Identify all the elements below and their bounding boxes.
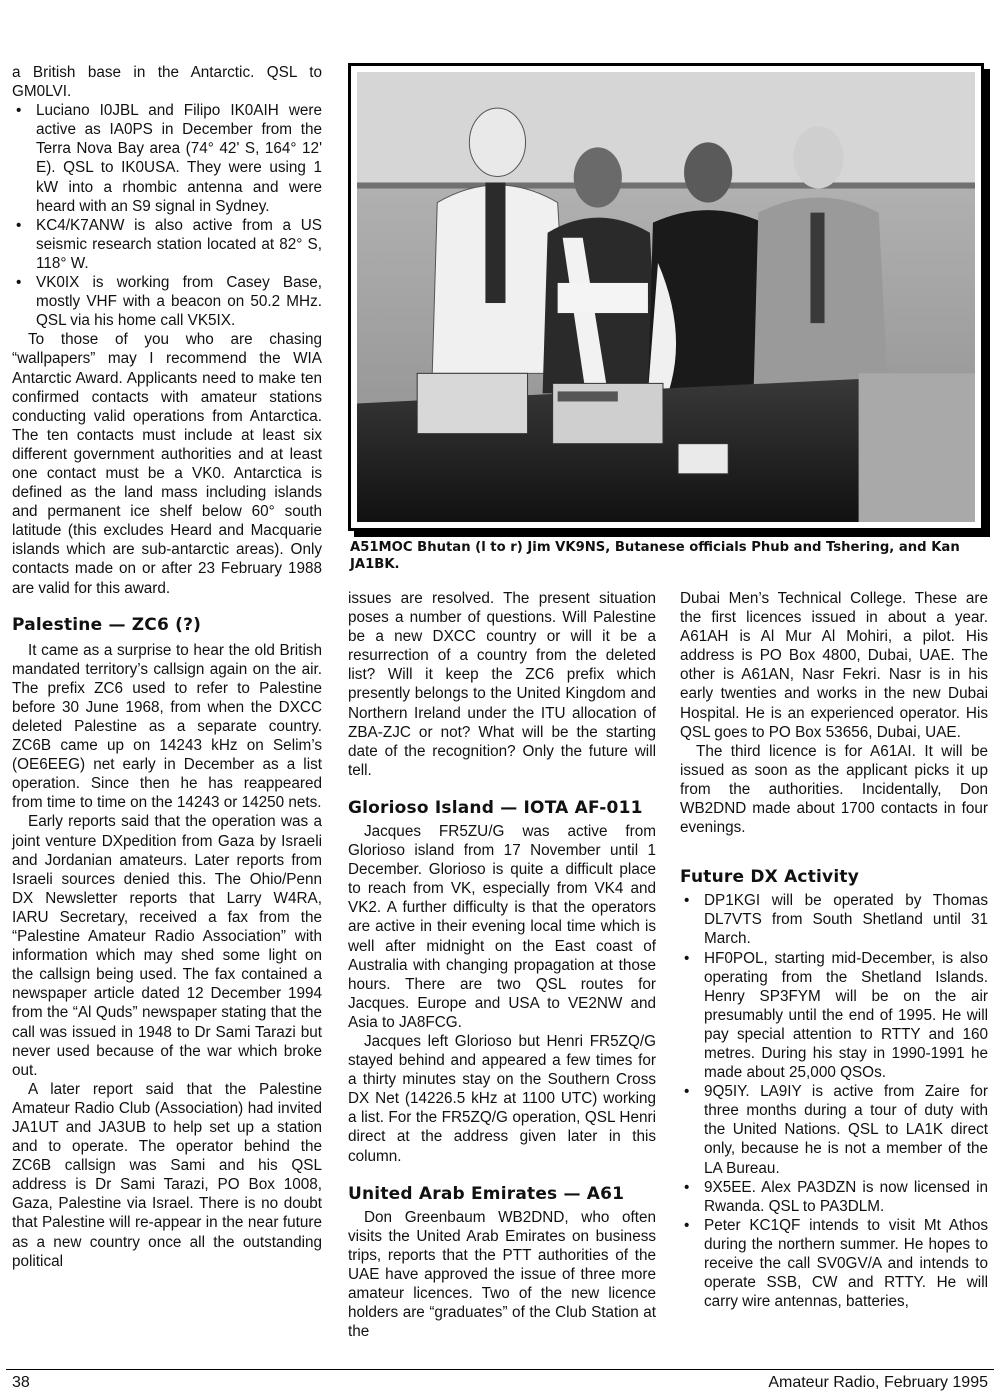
- list-item: • HF0POL, starting mid-December, is also operating from the Shetland Islands. Henry SP3FYM will be on the air presumably until the end of 1995. He will pay special attention to RTTY and 160 metres. During his stay in 1990-1991 he made about 25,000 QSOs.: [680, 949, 988, 1083]
- footer-rule: [6, 1369, 994, 1370]
- list-item: • 9Q5IY. LA9IY is active from Zaire for three months during a tour of duty with the United Nations. QSL to LA1K direct only, because he is not a member of the LA Bureau.: [680, 1082, 988, 1177]
- list-item: • Luciano I0JBL and Filipo IK0AIH were active as IA0PS in December from the Terra Nova Bay area (74° 42' S, 164° 12' E). QSL to IK0USA. They were using 1 kW into a rhombic antenna and were heard with an S9 signal in Sydney.: [12, 101, 322, 216]
- column-1: [12, 63, 322, 1271]
- page-number: 38: [12, 1374, 30, 1391]
- list-item: • Peter KC1QF intends to visit Mt Athos during the northern summer. He hopes to receive the call SV0GV/A and intends to operate SSB, CW and RTTY. He will carry wire antennas, batteries,: [680, 1216, 988, 1311]
- list-item: • KC4/K7ANW is also active from a US seismic research station located at 82° S, 118° W.: [12, 216, 322, 273]
- palestine-paragraph-2: Early reports said that the operation was a joint venture DXpedition from Gaza by Israeli and Jordanian amateurs. Later reports from Israeli sources denied this. The Ohio/Penn DX Newsletter reports that Larry W4RA, IARU Secretary, received a fax from the “Palestine Amateur Radio Association” with information which may shed some light on the callsign being used. The fax contained a newspaper article dated 12 December 1994 from the “Al Quds” newspaper stating that the call was issued in 1948 to Dr Sami Tarazi but never used because of the war which broke out.: [12, 813, 322, 1079]
- column-2: [348, 589, 656, 1341]
- uae-paragraph-2: The third licence is for A61AI. It will be issued as soon as the applicant picks it up from the authorities. Incidentally, Don WB2DND made about 1700 contacts in four evenings.: [680, 742, 988, 837]
- glorioso-paragraph-1: Jacques FR5ZU/G was active from Glorioso island from 17 November until 1 December. Glorioso is quite a difficult place to reach from VK, especially from VK4 and VK2. A further difficulty is that the operators are active in their evening local time which is well after midnight on the East coast of Australia with changing propagation at those hours. There are two QSL routes for Jacques. Europe and USA to VE2NW and Asia to JA8FCG.: [348, 822, 656, 1031]
- list-item: • DP1KGI will be operated by Thomas DL7VTS from South Shetland until 31 March.: [680, 891, 988, 948]
- uae-continuation: Dubai Men’s Technical College. These are the first licences issued in about a year. A61AH is Al Mur Al Mohiri, a pilot. His address is PO Box 4800, Dubai, UAE. The other is A61AN, Nasr Fekri. Nasr is in his early twenties and works in the new Dubai Hospital. He is an experienced operator. His QSL goes to PO Box 53656, Dubai, UAE.: [680, 590, 988, 741]
- antarctic-intro-text: a British base in the Antarctic. QSL to GM0LVI.: [12, 64, 322, 101]
- glorioso-heading: Glorioso Island — IOTA AF-011: [348, 797, 643, 818]
- group-photo: [357, 72, 975, 522]
- journal-name: Amateur Radio, February 1995: [768, 1374, 988, 1391]
- palestine-continuation: issues are resolved. The present situation poses a number of questions. Will Palestine be a new DXCC country or will it be a resurrection of a country from the deleted list? Will it keep the ZC6 prefix which presently belongs to the United Kingdom and Northern Ireland under the ITU allocation of ZBA-ZJC or not? What will be the starting date of the recognition? Only the future will tell.: [348, 590, 656, 779]
- palestine-paragraph-3: A later report said that the Palestine Amateur Radio Club (Association) had invited JA1UT and JA3UB to help set up a station and to operate. The operator behind the ZC6B callsign was Sami and his QSL address is Dr Sami Tarazi, PO Box 1008, Gaza, Palestine via Israel. There is no doubt that Palestine will re-appear in the near future as a new country once all the outstanding political: [12, 1080, 322, 1270]
- antarctic-list: [12, 101, 322, 330]
- future-dx-heading: Future DX Activity: [680, 867, 859, 888]
- photo-illustration: [357, 72, 975, 522]
- uae-paragraph-1: Don Greenbaum WB2DND, who often visits the United Arab Emirates on business trips, reports that the PTT authorities of the UAE have approved the issue of three more amateur licences. Two of the new licence holders are “graduates” of the Club Station at the: [348, 1208, 656, 1341]
- palestine-heading: Palestine — ZC6 (?): [12, 614, 202, 635]
- column-3: [680, 589, 988, 1311]
- antarctic-award-paragraph: To those of you who are chasing “wallpapers” may I recommend the WIA Antarctic Award. Applicants need to make ten confirmed contacts with amateur stations conducting valid operations from Antarctica. The ten contacts must include at least six different government authorities and at least one contact must be a VK0. Antarctica is defined as the land mass including islands and permanent ice shelf below 60° south latitude (this excludes Heard and Macquarie islands which are sub-antarctic areas). Only contacts made on or after 23 February 1988 are valid for this award.: [12, 331, 322, 597]
- list-item: • 9X5EE. Alex PA3DZN is now licensed in Rwanda. QSL to PA3DLM.: [680, 1178, 988, 1216]
- photo-frame: [348, 63, 984, 531]
- uae-heading: United Arab Emirates — A61: [348, 1183, 625, 1204]
- future-dx-list: [680, 891, 988, 1311]
- photo-caption: A51MOC Bhutan (l to r) Jim VK9NS, Butanese officials Phub and Tshering, and Kan JA1BK.: [350, 540, 960, 572]
- glorioso-paragraph-2: Jacques left Glorioso but Henri FR5ZQ/G stayed behind and appeared a few times for a thirty minutes stay on the Southern Cross DX Net (14226.5 kHz at 1100 UTC) working a list. For the FR5ZQ/G operation, QSL Henri direct at the address given later in this column.: [348, 1032, 656, 1165]
- palestine-paragraph-1: It came as a surprise to hear the old British mandated territory’s callsign again on the air. The prefix ZC6 used to refer to Palestine before 30 June 1968, from when the DXCC deleted Palestine as a separate country. ZC6B came up on 14243 kHz on Selim’s (OE6EEG) net early in December as a list operation. Since then he has reappeared from time to time on the 14243 or 14250 nets.: [12, 641, 322, 812]
- list-item: • VK0IX is working from Casey Base, mostly VHF with a beacon on 50.2 MHz. QSL via his home call VK5IX.: [12, 273, 322, 330]
